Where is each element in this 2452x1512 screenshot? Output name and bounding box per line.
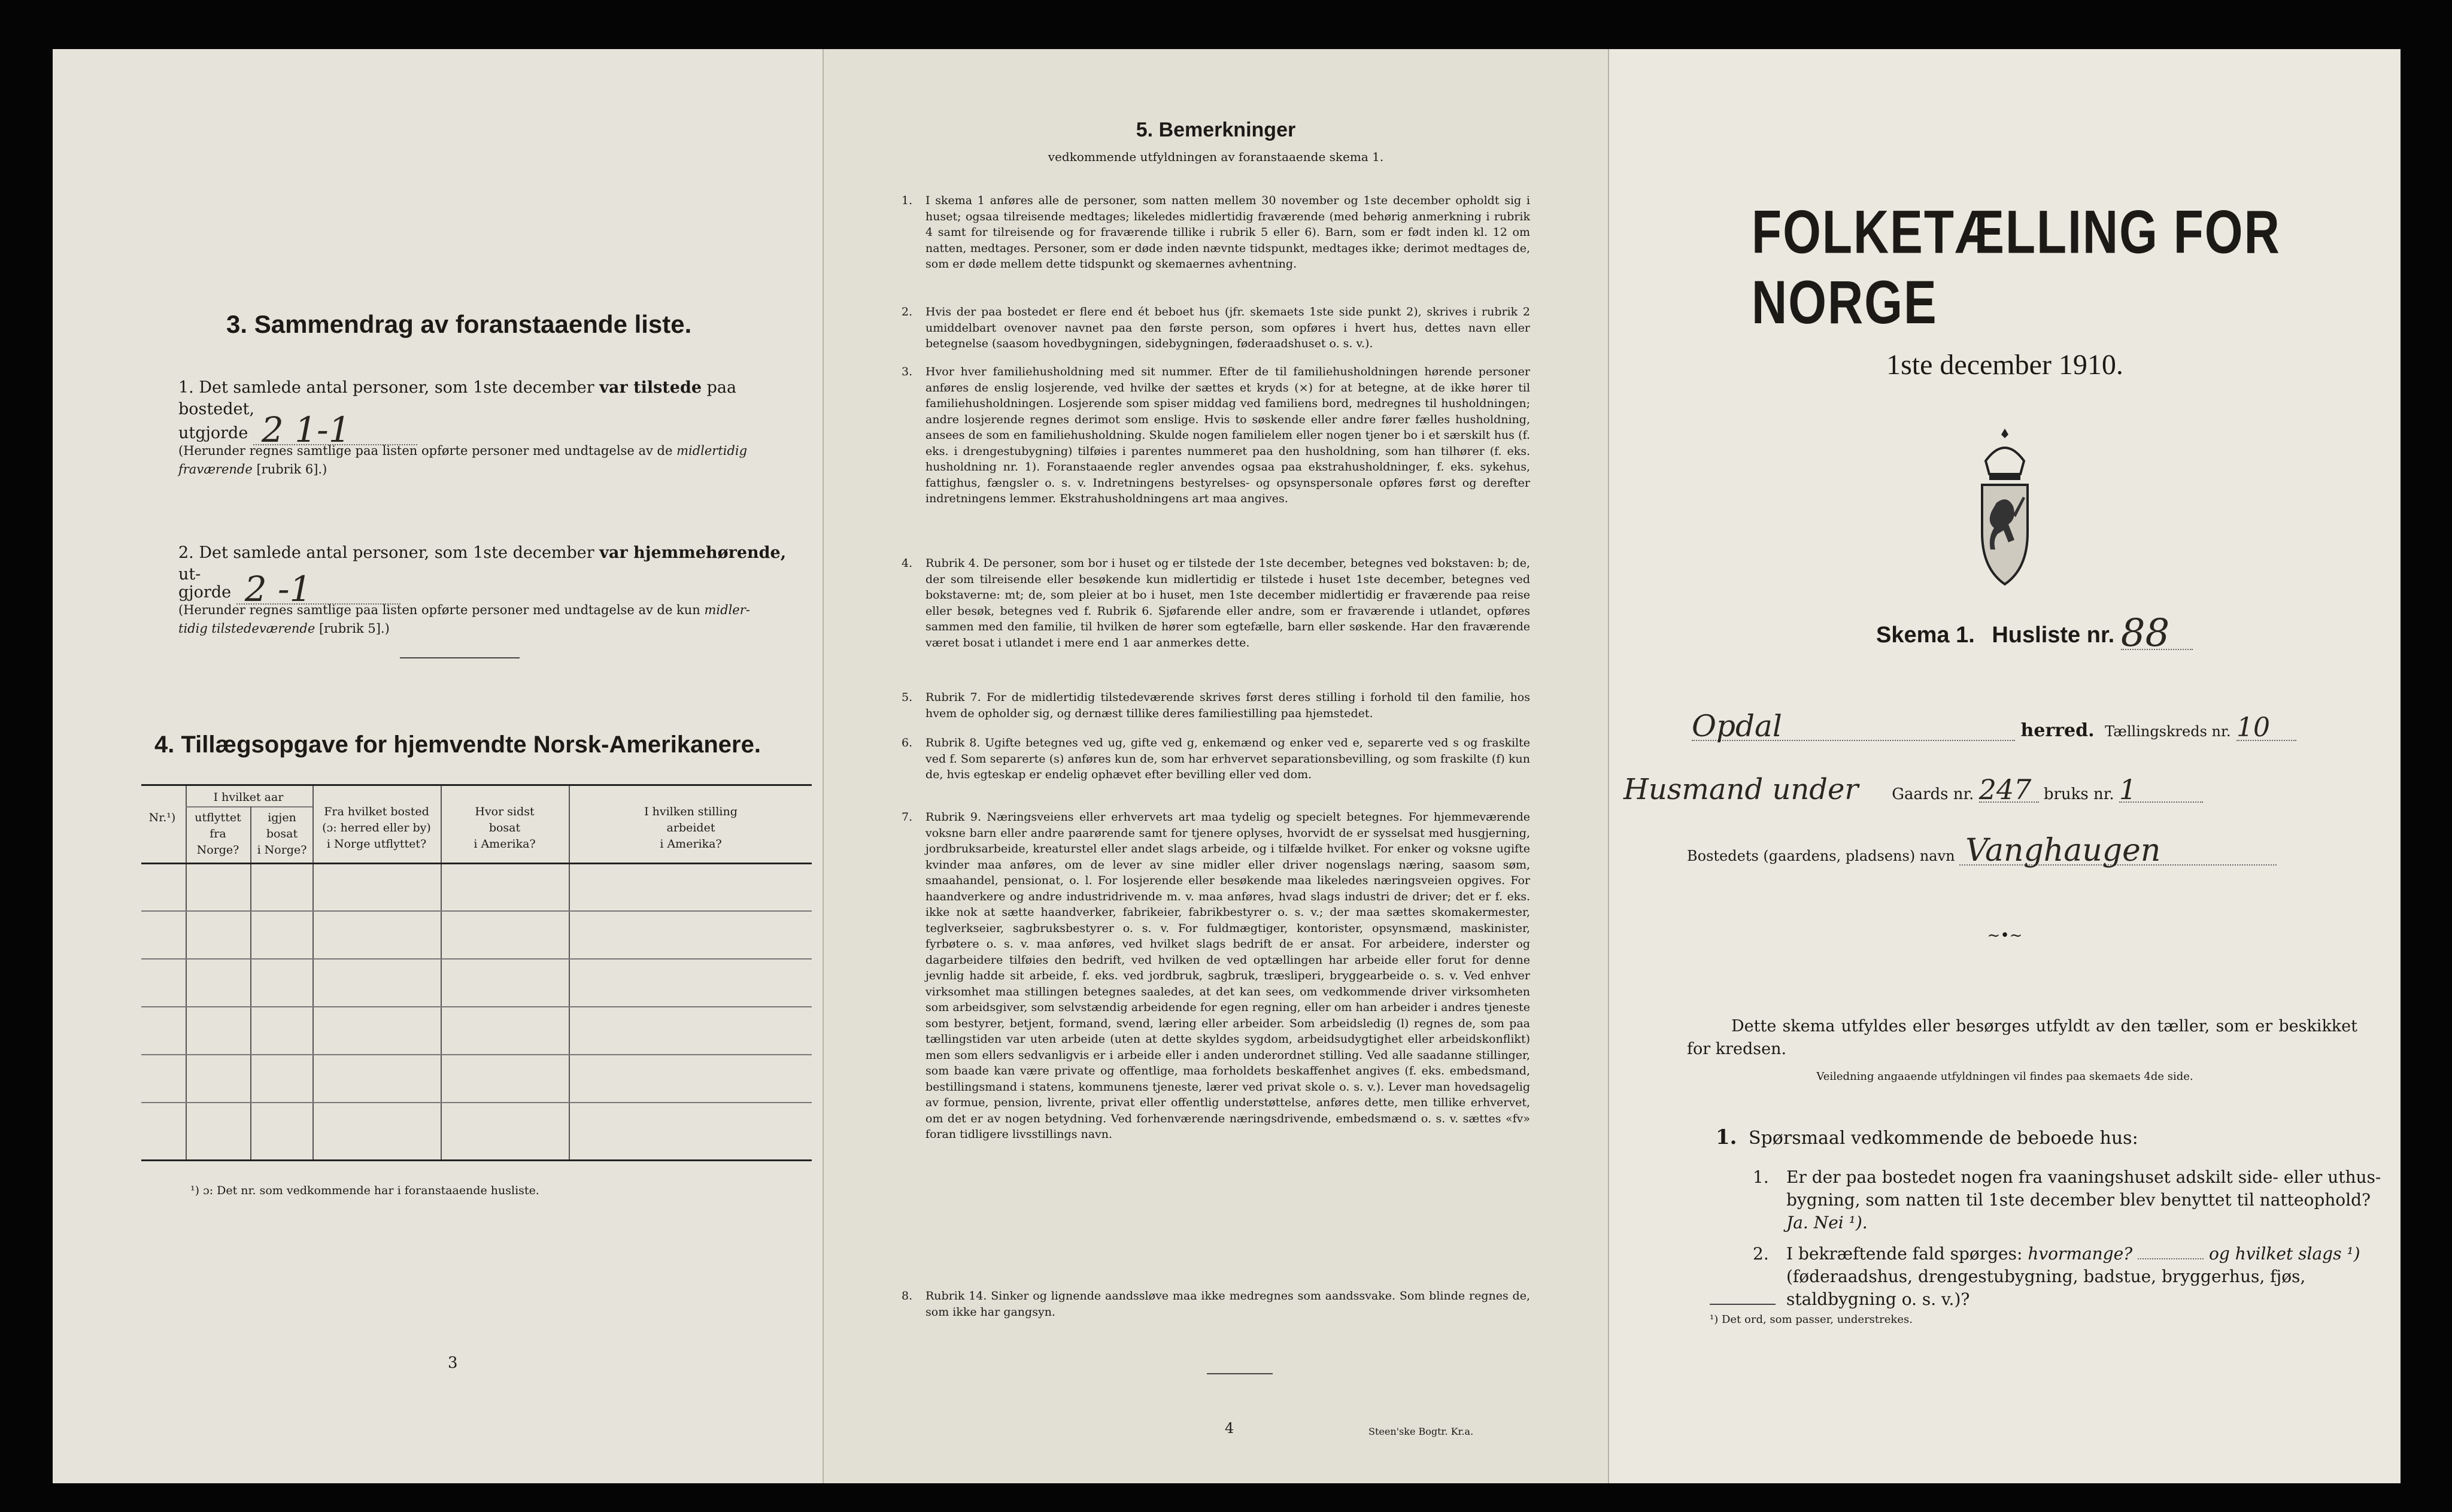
norway-coat-of-arms-icon <box>1974 425 2036 593</box>
questions-heading: 1. Spørsmaal vedkommende de beboede hus: <box>1716 1125 2138 1149</box>
bemerkninger-title: 5. Bemerkninger <box>1136 119 1296 141</box>
gaard-line: Husmand under Gaards nr. 247 bruks nr. 1 <box>1623 776 2396 803</box>
note-3: 3. Hvor hver familiehusholdning med sit nummer. Efter de til familiehusholdningen hørende personer anføres de enslig losjerende, ved hvilke der sættes et kryds (×) for at betegne, at de ikke hører til familiehusholdningen. Losjerende som spiser middag ved familiens bord, medregnes til husholdningen; andre losjerende regnes derimot som enslige. Hvis to søskende eller andre fører fælles husholdning, ansees de som en familiehusholdning. Skulde nogen familielem eller nogen tjener bo i et særskilt hus (f. eks. i drengestubygning) tilføies i parentes nummeret paa den husholdning, som han tilhører (f. eks. husholdning nr. 1). Foranstaaende regler anvendes ogsaa paa ekstrahusholdninger, f. eks. sykehus, fattighus, fængsler o. s. v. Indretningens bestyrelses- og opsynspersonale opføres først og derefter indretningens lemmer. Ekstrahusholdningens art maa angives. <box>902 365 1530 505</box>
kreds-value: 10 <box>2236 716 2296 741</box>
col-header-utflyttet: utflyttet fra Norge? <box>195 811 241 857</box>
section3-item2-utgjorde: gjorde 2 -1 <box>178 575 400 605</box>
bosted-line: Bostedets (gaardens, pladsens) navn Vanghaugen <box>1687 837 2393 866</box>
bruk-number: 1 <box>2119 778 2203 803</box>
section4-title: 4. Tillægsopgave for hjemvendte Norsk-Amerikanere. <box>154 731 761 758</box>
right-footnote: ¹) Det ord, som passer, understrekes. <box>1710 1313 1913 1326</box>
col-header-hvor: Hvor sidst bosat i Amerika? <box>474 805 536 851</box>
left-page <box>53 49 823 1483</box>
col-header-fra: Fra hvilket bosted (ɔ: herred eller by) i Norge utflyttet? <box>322 805 431 851</box>
col-header-igjen: igjen bosat i Norge? <box>257 811 307 857</box>
ornament: ~•~ <box>1987 927 2023 945</box>
herred-value: Opdal <box>1692 712 2015 741</box>
col-header-group: I hvilket aar <box>213 791 284 804</box>
handwritten-total-resident: 2 -1 <box>236 575 400 605</box>
col-header-stilling: I hvilken stilling arbeidet i Amerika? <box>644 805 738 851</box>
norsk-amerikaner-table <box>141 784 812 1161</box>
veiledning-text: Veiledning angaaende utfyldningen vil findes paa skemaets 4de side. <box>1816 1070 2193 1083</box>
note-2: 2. Hvis der paa bostedet er flere end ét beboet hus (jfr. skemaets 1ste side punkt 2), skrives i rubrik 2 umiddelbart ovenover navnet paa den første person, som opføres i hvert hus, dettes navn eller betegnelse (saasom hovedbygningen, sidebygningen, føderaadshuset o. s. v.). <box>902 305 1530 350</box>
bosted-value: Vanghaugen <box>1959 837 2277 866</box>
note-7: 7. Rubrik 9. Næringsveiens eller erhvervets art maa tydelig og specielt betegnes. For hjemmeværende voksne barn eller andre paarørende samt for tjenere oplyses, hvorvidt de er sysselsat med husgjerning, jordbruksarbeide, kreaturstel eller andet slags arbeide, og i tilfælde hvilket. For enker og voksne ugifte kvinder maa anføres, om de lever av sine midler eller driver nogenslags næring, saasom søm, smaahandel, pensionat, o. l. For losjerende eller besøkende maa likeledes næringsveien opgives. For haandverkere og andre industridrivende m. v. maa anføres, hvad slags industri de driver; det er f. eks. ikke nok at sætte haandverker, fabrikeier, fabrikbestyrer o. s. v.; der maa sættes skomakermester, teglverkseier, sagbruksbestyrer o. s. v. For fuldmægtiger, kontorister, opsynsmænd, maskinister, fyrbøtere o. s. v. maa anføres, ved hvilket slags bedrift de er ansat. For arbeidere, inderster og dagarbeidere tilføies den bedrift, ved hvilken de ved optællingen har arbeide eller forut for denne jevnlig hadde sit arbeide, f. eks. ved jordbruk, sagbruk, træsliperi, bryggearbeide o. s. v. Ved enhver virksomhet maa stillingen betegnes saaledes, at det kan sees, om vedkommende driver virksomheten som arbeidsgiver, som selvstændig arbeidende for egen regning, eller om han arbeider i andres tjeneste som bestyrer, betjent, formand, svend, læring eller arbeider. Som arbeidsledig (l) regnes de, som paa tællingstiden var uten arbeide (uten at dette skyldes sygdom, arbeidsudygtighet eller arbeidskonflikt) men som ellers sedvanligvis er i arbeide eller i anden underordnet stilling. Ved alle saadanne stillinger, som baade kan være private og offentlige, maa forholdets beskaffenhet angives (f. eks. embedsmand, bestillingsmand i statens, kommunens tjeneste, lærer ved privat skole o. s. v.). Lever man hovedsagelig av formue, pension, livrente, privat eller offentlig understøttelse, anføres dette, men tillike erhvervet, om det er av nogen betydning. Ved forhenværende næringsdrivende, embedsmænd o. s. v. sættes «fv» foran tidligere livsstillings navn. <box>902 810 1530 1141</box>
note-1: 1. I skema 1 anføres alle de personer, som natten mellem 30 november og 1ste december opholdt sig i huset; ogsaa tilreisende medtages; likeledes midlertidig fraværende (med behørig anmerkning i rubrik 4 samt for tilreisende og for fraværende tillike i rubrik 5 eller 6). Barn, som er født inden kl. 12 om natten, medtages. Personer, som er døde inden nævnte tidspunkt, medtages ikke; derimot medtages de, som er døde mellem dette tidspunkt og skemaernes avhentning. <box>902 194 1530 271</box>
census-title: FOLKETÆLLING FOR NORGE <box>1752 198 2281 337</box>
page-number: 4 <box>1225 1420 1234 1437</box>
handwritten-total-present: 2 1-1 <box>253 415 417 445</box>
herred-line: Opdal herred. Tællingskreds nr. 10 <box>1692 712 2398 741</box>
note-4: 4. Rubrik 4. De personer, som bor i huset og er tilstede der 1ste december, betegnes ved bokstaven: b; de, der som tilreisende eller besøkende kun midlertidig er tilstede i huset 1ste december, betegnes ved bokstaverne: mt; de, som pleier at bo i huset, men 1ste december midlertidig er fraværende paa reise eller besøk, betegnes ved f. Rubrik 6. Sjøfarende eller andre, som er fraværende i utlandet, opføres sammen med den familie, til hvilken de hører som egtefælle, barn eller søskende. Har den fraværende været bosat i utlandet i mere end 1 aar anmerkes dette. <box>902 557 1530 649</box>
middle-page <box>823 49 1609 1483</box>
skema-line: Skema 1. Husliste nr. 88 <box>1876 618 2193 650</box>
q1-answer: Ja. Nei ¹). <box>1786 1213 1868 1232</box>
question-2: 2. I bekræftende fald spørges: hvormange? og hvilket slags ¹) (føderaadshus, drengestubygning, badstue, bryggerhus, fjøs, staldbygning o. s. v.)? <box>1753 1244 2360 1309</box>
note-8: 8. Rubrik 14. Sinker og lignende aandssløve maa ikke medregnes som aandssvake. Som blinde regnes de, som ikke har gangsyn. <box>902 1289 1530 1319</box>
gaard-number: 247 <box>1979 778 2039 803</box>
section3-title: 3. Sammendrag av foranstaaende liste. <box>226 310 692 338</box>
divider <box>1207 1373 1273 1374</box>
section3-item1-utgjorde: utgjorde 2 1-1 <box>178 415 417 445</box>
intro-text: Dette skema utfyldes eller besørges utfyldt av den tæller, som er beskikket for kredsen. <box>1687 1017 2357 1058</box>
note-6: 6. Rubrik 8. Ugifte betegnes ved ug, gifte ved g, enkemænd og enker ved e, separerte ved s og fraskilte ved f. Som separerte (s) anføres kun de, som har erhvervet separationsbevilling, og som fraskilte (f) kun de, hvis egteskap er endelig ophævet efter bevilling eller ved dom. <box>902 736 1530 781</box>
page-number: 3 <box>448 1354 458 1372</box>
divider <box>1710 1304 1776 1305</box>
section4-footnote: ¹) ɔ: Det nr. som vedkommende har i foranstaaende husliste. <box>190 1184 539 1197</box>
question-1: 1. Er der paa bostedet nogen fra vaaningshuset adskilt side- eller uthus-bygning, som natten til 1ste december blev benyttet til natteophold? Ja. Nei ¹). <box>1753 1167 2381 1232</box>
section3-item2-note: (Herunder regnes samtlige paa listen opførte personer med undtagelse av de kun midler- tidig tilstedeværende [rubrik 5].) <box>178 603 750 636</box>
note-5: 5. Rubrik 7. For de midlertidig tilstedeværende skrives først deres stilling i forhold til den familie, hos hvem de opholder sig, og dernæst tillike deres familiestilling paa hjemstedet. <box>902 691 1530 720</box>
section3-item1: 1. Det samlede antal personer, som 1ste december var tilstede paa bostedet, <box>178 378 737 418</box>
printer-mark: Steen'ske Bogtr. Kr.a. <box>1368 1426 1474 1437</box>
gaard-prefix-value: Husmand under <box>1623 773 1859 806</box>
census-date: 1ste december 1910. <box>1886 349 2123 381</box>
divider <box>400 657 520 658</box>
bemerkninger-subtitle: vedkommende utfyldningen av foranstaaende skema 1. <box>1048 150 1384 164</box>
section3-item1-note: (Herunder regnes samtlige paa listen opførte personer med undtagelse av de midlertidig fraværende [rubrik 6].) <box>178 444 748 476</box>
col-header-nr: Nr.¹) <box>148 811 176 824</box>
right-page <box>1609 49 2401 1483</box>
section3-item2: 2. Det samlede antal personer, som 1ste december var hjemmehørende, ut- <box>178 544 787 584</box>
husliste-number: 88 <box>2121 618 2193 650</box>
